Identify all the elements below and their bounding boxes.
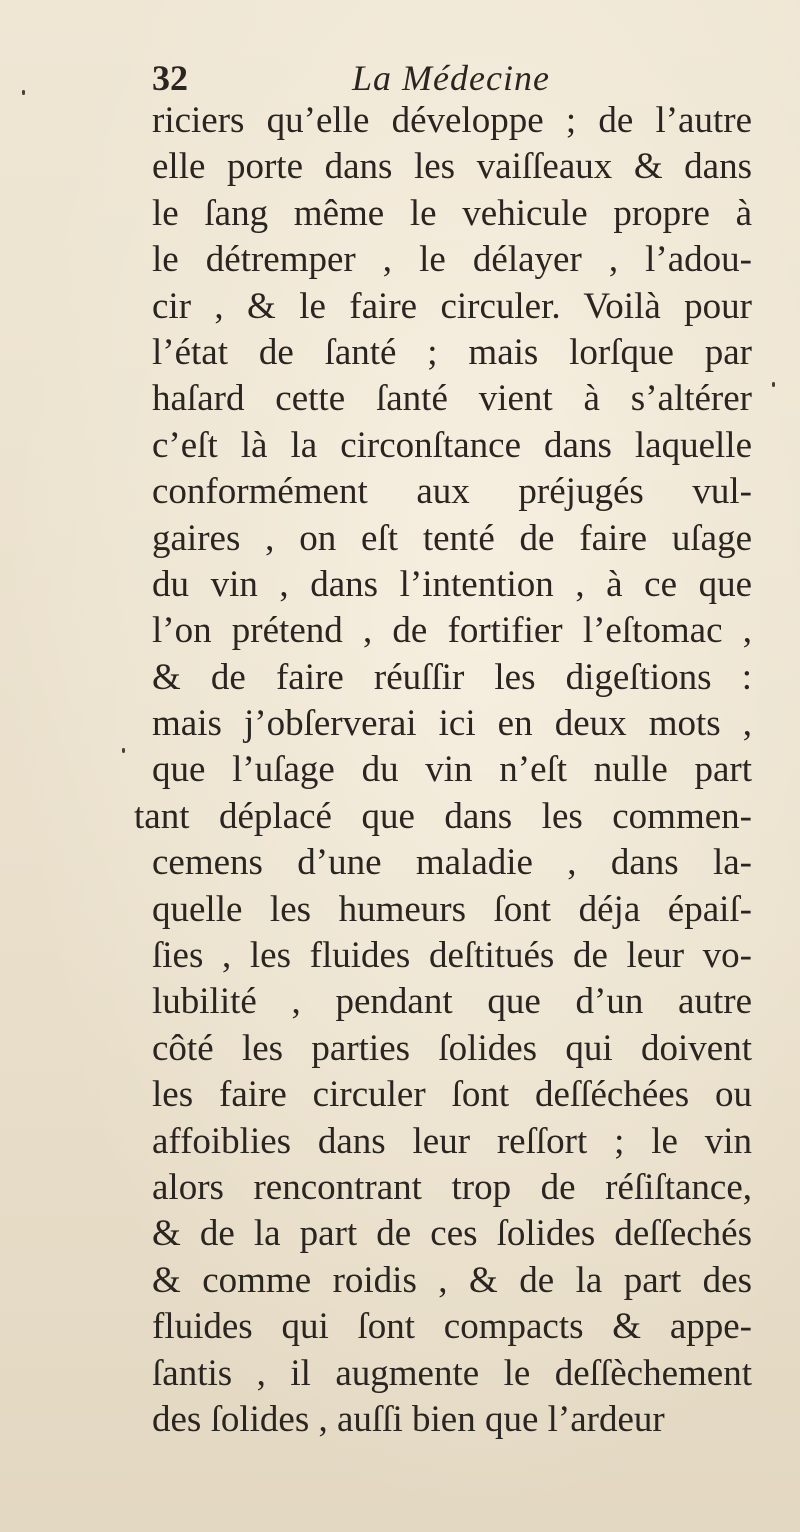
paper-speck — [122, 748, 125, 753]
text-line: côté les parties ſolides qui doivent — [152, 1027, 752, 1069]
text-line: fluides qui ſont compacts & appe- — [152, 1306, 752, 1348]
text-line: l’on prétend , de fortifier l’eſtomac , — [152, 610, 752, 652]
text-line: cemens d’une maladie , dans la- — [152, 842, 752, 884]
text-line: que l’uſage du vin n’eſt nulle part — [152, 749, 752, 791]
body-text — [134, 98, 752, 1443]
text-line: le détremper , le délayer , l’adou- — [152, 239, 752, 281]
text-line: du vin , dans l’intention , à ce que — [152, 563, 752, 605]
text-line: alors rencontrant trop de réſiſtance, — [152, 1166, 752, 1208]
text-line: & comme roidis , & de la part des — [152, 1259, 752, 1301]
text-line: quelle les humeurs ſont déja épaiſ- — [152, 888, 752, 930]
text-line: tant déplacé que dans les commen- — [134, 795, 752, 837]
page-header — [152, 58, 712, 98]
text-line: ſantis , il augmente le deſſèchement — [152, 1352, 752, 1394]
text-line: des ſolides , auſſi bien que l’ardeur — [152, 1398, 665, 1440]
text-line: l’état de ſanté ; mais lorſque par — [152, 331, 752, 373]
text-line: cir , & le faire circuler. Voilà pour — [152, 285, 752, 327]
text-line: mais j’obſerverai ici en deux mots , — [152, 703, 752, 745]
text-line: & de faire réuſſir les digeſtions : — [152, 656, 752, 698]
paper-speck — [772, 382, 775, 387]
running-title: La Médecine — [352, 58, 550, 98]
text-line: lubilité , pendant que d’un autre — [152, 981, 752, 1023]
text-line: ſies , les fluides deſtitués de leur vo- — [152, 935, 752, 977]
text-line: le ſang même le vehicule propre à — [152, 192, 752, 234]
text-line: conformément aux préjugés vul- — [152, 471, 752, 513]
text-line: c’eſt là la circonſtance dans laquelle — [152, 424, 752, 466]
page-number: 32 — [152, 58, 188, 98]
text-line: affoiblies dans leur reſſort ; le vin — [152, 1120, 752, 1162]
text-line: riciers qu’elle développe ; de l’autre — [152, 100, 752, 141]
text-line: haſard cette ſanté vient à s’altérer — [152, 378, 752, 420]
text-line: elle porte dans les vaiſſeaux & dans — [152, 146, 752, 188]
text-line: & de la part de ces ſolides deſſechés — [152, 1213, 752, 1255]
paper-speck — [22, 90, 25, 95]
text-line: gaires , on eſt tenté de faire uſage — [152, 517, 752, 559]
text-line: les faire circuler ſont deſſéchées ou — [152, 1074, 752, 1116]
